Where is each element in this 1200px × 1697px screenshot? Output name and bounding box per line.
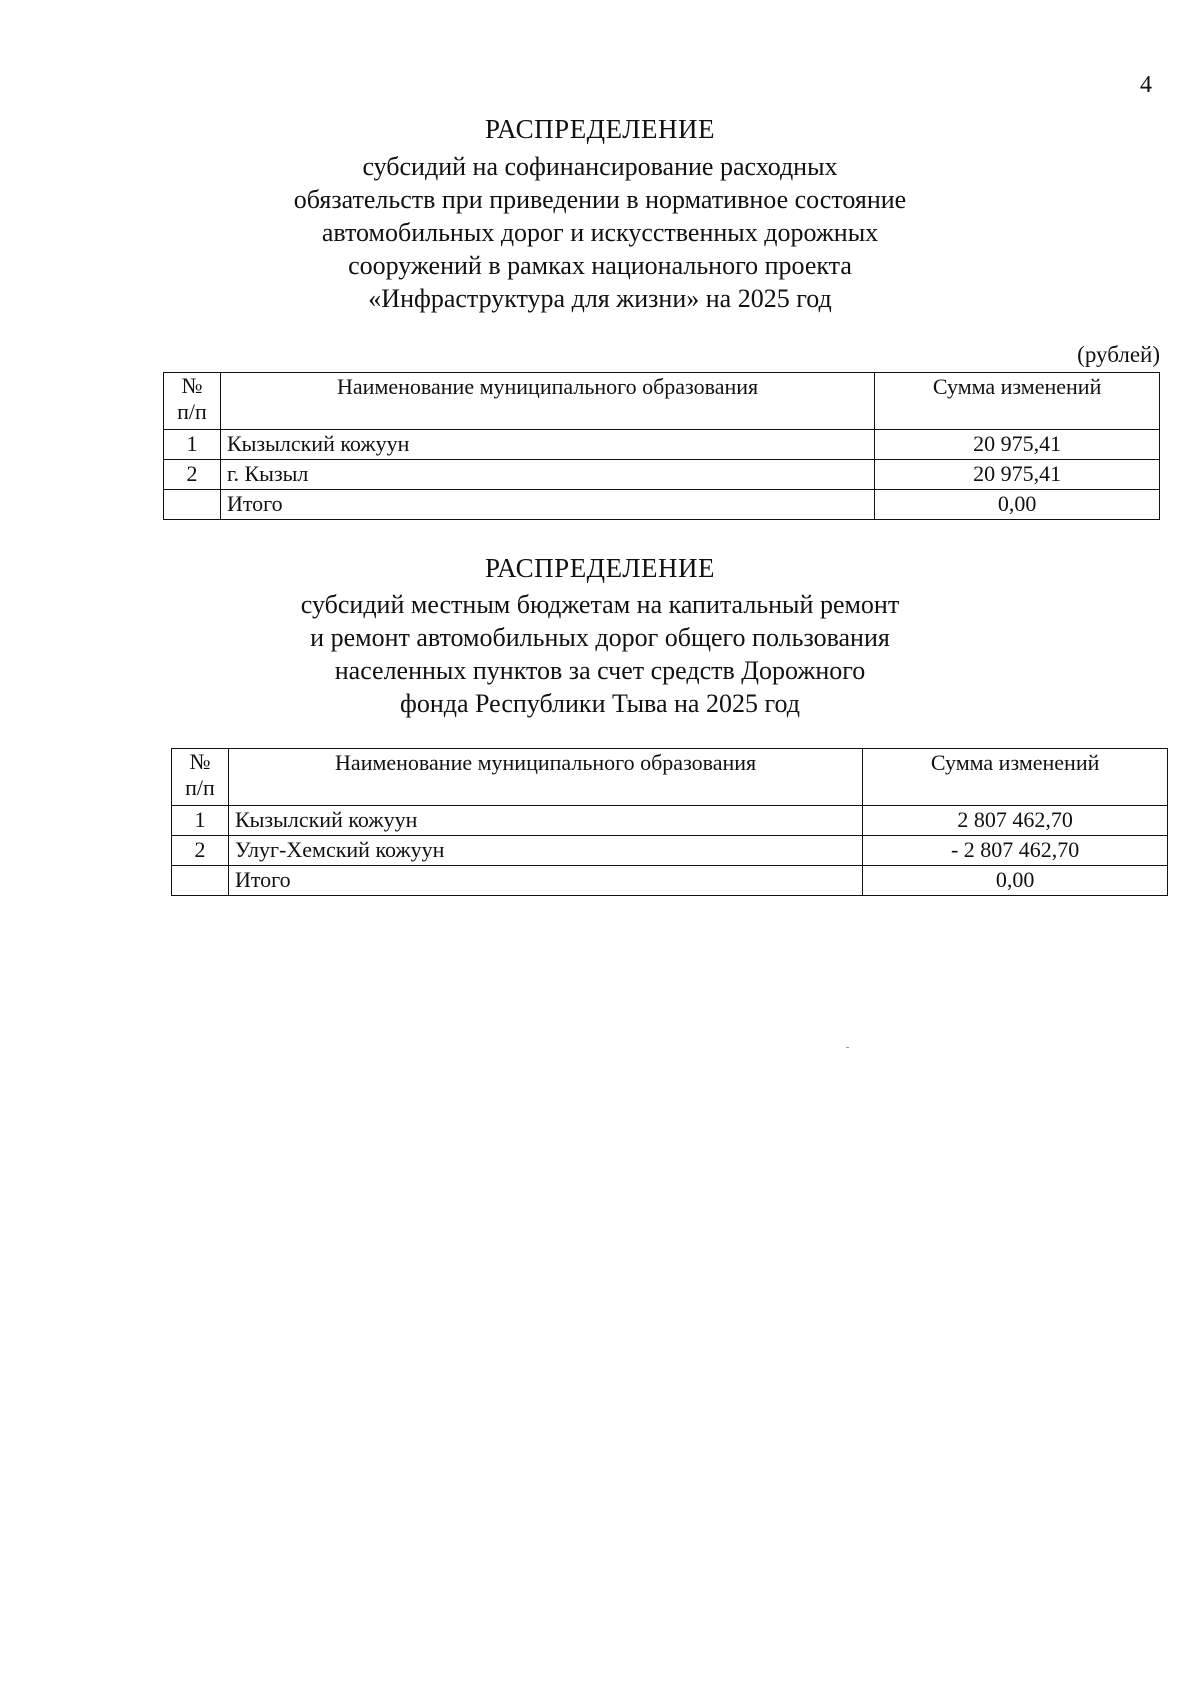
cell-num [164,490,221,520]
section2-title: РАСПРЕДЕЛЕНИЕ [484,553,716,583]
section1-subtitle-line: «Инфраструктура для жизни» на 2025 год [368,284,832,313]
cell-name: г. Кызыл [220,460,874,490]
header-sum: Сумма изменений [875,373,1160,430]
section2-table [171,748,1168,896]
section2-subtitle [0,588,1200,720]
section2-subtitle-line: и ремонт автомобильных дорог общего пользования [310,623,890,652]
cell-name: Улуг-Хемский кожуун [228,836,862,866]
scan-artifact [846,1047,849,1048]
header-sum: Сумма изменений [863,749,1168,806]
units-label: (рублей) [1077,342,1160,367]
cell-num: 1 [164,430,221,460]
header-name: Наименование муниципального образования [228,749,862,806]
header-num: № п/п [164,373,221,430]
cell-name: Кызылский кожуун [228,806,862,836]
section1-title: РАСПРЕДЕЛЕНИЕ [484,114,716,144]
section1-subtitle-line: субсидий на софинансирование расходных [362,152,838,181]
header-num: № п/п [172,749,229,806]
table-header-row [164,373,1160,430]
cell-sum: 20 975,41 [875,430,1160,460]
section1-subtitle [0,150,1200,315]
header-name: Наименование муниципального образования [220,373,874,430]
section2-subtitle-line: фонда Республики Тыва на 2025 год [400,689,800,718]
cell-num: 2 [164,460,221,490]
table-total-row [172,866,1168,896]
cell-num: 1 [172,806,229,836]
section2-subtitle-line: населенных пунктов за счет средств Дорожного [334,656,866,685]
cell-name: Итого [228,866,862,896]
table-total-row [164,490,1160,520]
cell-sum: 0,00 [863,866,1168,896]
table-row [164,460,1160,490]
table-row [164,430,1160,460]
section1-table [163,372,1160,520]
cell-sum: 20 975,41 [875,460,1160,490]
page-number: 4 [1140,72,1152,98]
cell-num [172,866,229,896]
cell-name: Кызылский кожуун [220,430,874,460]
section1-subtitle-line: сооружений в рамках национального проекта [348,251,852,280]
table-header-row [172,749,1168,806]
cell-sum: 0,00 [875,490,1160,520]
cell-sum: - 2 807 462,70 [863,836,1168,866]
cell-name: Итого [220,490,874,520]
table-row [172,836,1168,866]
section2-subtitle-line: субсидий местным бюджетам на капитальный ремонт [300,590,900,619]
cell-num: 2 [172,836,229,866]
section1-subtitle-line: автомобильных дорог и искусственных дорожных [321,218,879,247]
section1-subtitle-line: обязательств при приведении в нормативное состояние [293,185,907,214]
table-row [172,806,1168,836]
cell-sum: 2 807 462,70 [863,806,1168,836]
